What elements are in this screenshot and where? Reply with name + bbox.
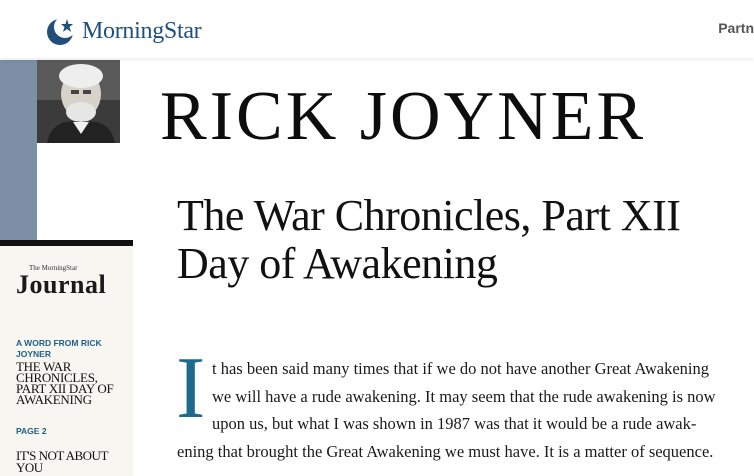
body-line-3: upon us, but what I was shown in 1987 was that it would be a rude awak- xyxy=(212,414,697,433)
article-title-line-1: The War Chronicles, Part XII xyxy=(177,191,681,240)
journal-sidebar xyxy=(0,240,133,476)
journal-title[interactable]: Journal xyxy=(16,270,107,299)
sidebar-headline-link[interactable]: THE WAR CHRONICLES, PART XII DAY OF AWAKENING xyxy=(16,359,114,407)
body-line-2: we will have a rude awakening. It may seem that the rude awakening is now xyxy=(212,387,716,406)
logo-text: MorningStar xyxy=(82,17,202,44)
author-name: RICK JOYNER xyxy=(160,78,647,155)
journal-small-label: The MorningStar xyxy=(29,264,78,272)
article-title xyxy=(177,192,737,288)
site-logo[interactable] xyxy=(46,14,201,48)
sidebar-headline-2-link[interactable]: IT'S NOT ABOUT YOU xyxy=(16,448,108,475)
sidebar-page-label: PAGE 2 xyxy=(16,426,47,436)
author-photo xyxy=(37,60,120,143)
article-title-line-2: Day of Awakening xyxy=(177,239,498,288)
body-line-1: t has been said many times that if we do not have another Great Awakening xyxy=(212,359,710,378)
nav-item-partners[interactable]: Partn xyxy=(718,20,754,36)
body-line-4: ening that brought the Great Awakening we must have. It is a matter of sequence. xyxy=(177,442,714,461)
site-header xyxy=(0,0,754,58)
left-accent-stripe xyxy=(0,60,37,243)
drop-cap: I xyxy=(176,340,206,437)
morningstar-logo-icon xyxy=(46,16,76,46)
sidebar-kicker: A WORD FROM RICK JOYNER xyxy=(16,338,102,359)
